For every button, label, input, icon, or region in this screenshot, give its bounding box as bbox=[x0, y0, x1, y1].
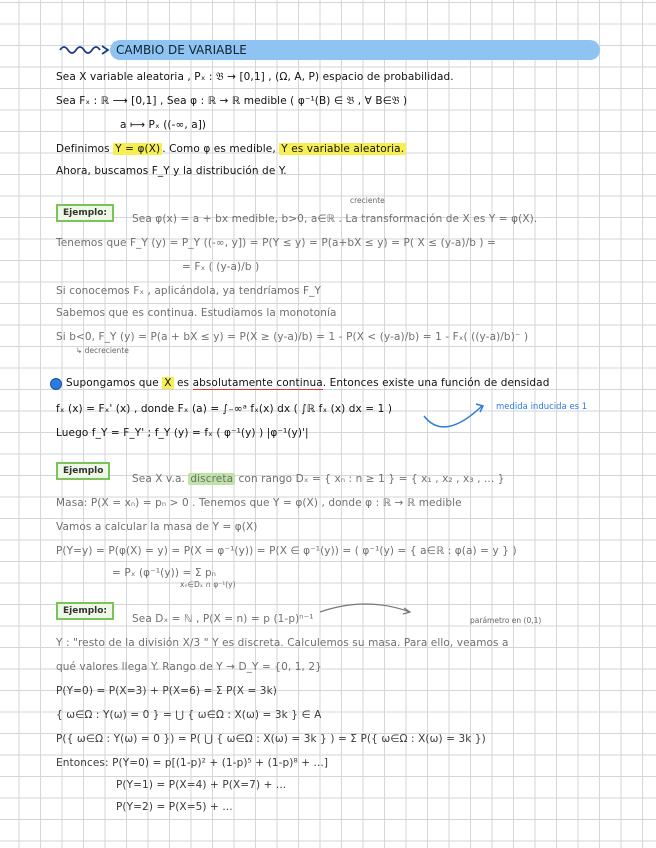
annotation-note: medida inducida es 1 bbox=[496, 402, 588, 412]
text-line: P(Y=y) = P(φ(X) = y) = P(X = φ⁻¹(y)) = P(X ∈ φ⁻¹(y)) = ( φ⁻¹(y) = { a∈ℝ : φ(a) = y } ) bbox=[56, 545, 517, 557]
bullet-icon bbox=[50, 378, 62, 390]
text-line: Y : "resto de la división X/3 " Y es discreta. Calculemos su masa. Para ello, veamos a bbox=[56, 637, 509, 649]
highlight: X bbox=[164, 377, 172, 389]
text-line: Sea φ(x) = a + bx medible, b>0, a∈ℝ . La transformación de X es Y = φ(X). bbox=[132, 213, 538, 225]
text-line: Entonces: P(Y=0) = p[(1-p)² + (1-p)⁵ + (1-p)⁸ + ...] bbox=[56, 757, 329, 769]
page-title: CAMBIO DE VARIABLE bbox=[116, 43, 247, 57]
text-line: Tenemos que F_Y (y) = P_Y ((-∞, y]) = P(Y ≤ y) = P(a+bX ≤ y) = P( X ≤ (y-a)/b ) = bbox=[56, 237, 496, 249]
highlight: Y = φ(X) bbox=[115, 143, 161, 155]
text-line: qué valores llega Y. Rango de Y → D_Y = {0, 1, 2} bbox=[56, 661, 322, 673]
text-line: Sea X variable aleatoria , Pₓ : 𝔅 → [0,1] , (Ω, A, P) espacio de probabilidad. bbox=[56, 71, 454, 83]
curved-arrow-icon bbox=[420, 398, 490, 434]
curved-arrow-icon bbox=[316, 598, 416, 616]
annotation: parámetro en (0,1) bbox=[470, 616, 542, 625]
text-line: Masa: P(X = xₙ) = pₙ > 0 . Tenemos que Y = φ(X) , donde φ : ℝ → ℝ medible bbox=[56, 497, 462, 509]
text-span: . Como φ es medible, bbox=[162, 143, 280, 155]
text-line: Si conocemos Fₓ , aplicándola, ya tendríamos F_Y bbox=[56, 285, 322, 297]
text-line: fₓ (x) = Fₓ' (x) , donde Fₓ (a) = ∫₋∞ᵃ fₓ(x) dx ( ∫ℝ fₓ (x) dx = 1 ) bbox=[56, 403, 393, 415]
text-span: Supongamos que bbox=[66, 377, 163, 389]
text-line: Sabemos que es continua. Estudiamos la monotonía bbox=[56, 307, 337, 319]
underlined-text: absolutamente continua bbox=[192, 377, 323, 389]
example-tag: Ejemplo: bbox=[56, 602, 114, 620]
text-line: P(Y=0) = P(X=3) + P(X=6) = Σ P(X = 3k) bbox=[56, 685, 277, 697]
text-line: P(Y=1) = P(X=4) + P(X=7) + ... bbox=[116, 779, 287, 791]
annotation: ↳ decreciente bbox=[76, 346, 129, 355]
text-line: Ahora, buscamos F_Y y la distribución de Y. bbox=[56, 165, 287, 177]
text-span: es bbox=[173, 377, 193, 389]
text-line: Luego f_Y = F_Y' ; f_Y (y) = fₓ ( φ⁻¹(y) ) |φ⁻¹(y)'| bbox=[56, 427, 309, 439]
text-line: { ω∈Ω : Y(ω) = 0 } = ⋃ { ω∈Ω : X(ω) = 3k } ∈ A bbox=[56, 709, 322, 721]
text-line: P(Y=2) = P(X=5) + ... bbox=[116, 801, 233, 813]
text-line: Sea Fₓ : ℝ ⟶ [0,1] , Sea φ : ℝ → ℝ medible ( φ⁻¹(B) ∈ 𝔅 , ∀ B∈𝔅 ) bbox=[56, 95, 408, 107]
text-line: a ⟼ Pₓ ((-∞, a]) bbox=[120, 119, 207, 131]
text-span: con rango Dₓ = { xₙ : n ≥ 1 } = { x₁ , x₂ , x₃ , ... } bbox=[235, 473, 505, 485]
text-line: Si b<0, F_Y (y) = P(a + bX ≤ y) = P(X ≥ (y-a)/b) = 1 - P(X < (y-a)/b) = 1 - Fₓ( ((y-a)/b)⁻ ) bbox=[56, 331, 529, 343]
text-line: = Fₓ ( (y-a)/b ) bbox=[182, 261, 260, 273]
subscript: xₙ∈Dₓ ∩ φ⁻¹(y) bbox=[180, 580, 236, 589]
highlight: discreta bbox=[190, 473, 234, 485]
example-tag: Ejemplo bbox=[56, 462, 110, 480]
text-span: Definimos bbox=[56, 143, 114, 155]
text-line: P({ ω∈Ω : Y(ω) = 0 }) = P( ⋃ { ω∈Ω : X(ω) = 3k } ) = Σ P({ ω∈Ω : X(ω) = 3k }) bbox=[56, 733, 486, 745]
highlight: Y es variable aleatoria. bbox=[281, 143, 405, 155]
text-line bbox=[56, 142, 406, 156]
text-line: = Pₓ (φ⁻¹(y)) = Σ pₙ bbox=[112, 567, 217, 579]
annotation: creciente bbox=[350, 196, 385, 205]
example-tag: Ejemplo: bbox=[56, 204, 114, 222]
text-span: . Entonces existe una función de densidad bbox=[322, 377, 550, 389]
squiggle-arrow-icon bbox=[58, 43, 110, 57]
text-line: Vamos a calcular la masa de Y = φ(X) bbox=[56, 521, 258, 533]
text-line bbox=[132, 472, 504, 486]
text-line: Sea Dₓ = ℕ , P(X = n) = p (1-p)ⁿ⁻¹ bbox=[132, 613, 314, 625]
text-span: Sea X v.a. bbox=[132, 473, 189, 485]
text-line bbox=[66, 376, 549, 390]
